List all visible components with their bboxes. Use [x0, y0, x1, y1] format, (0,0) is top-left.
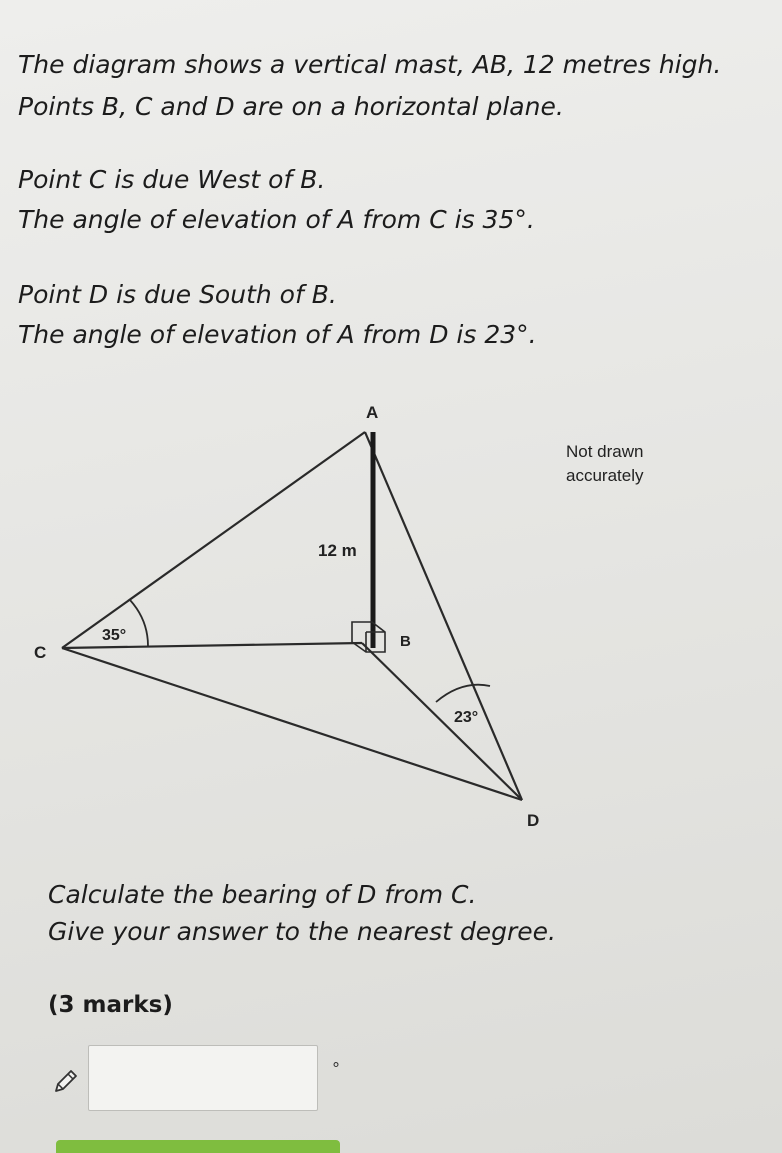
degree-unit: °	[332, 1059, 340, 1078]
angle-label-d: 23°	[454, 709, 479, 726]
label-a: A	[366, 403, 379, 422]
angle-label-c: 35°	[102, 627, 127, 644]
line-cd	[62, 648, 522, 800]
answer-input[interactable]	[88, 1045, 318, 1111]
line-bd	[362, 643, 522, 800]
task-line-2: Give your answer to the nearest degree.	[48, 917, 556, 946]
question-d-line-1: Point D is due South of B.	[18, 280, 337, 309]
label-c: C	[34, 643, 47, 662]
label-b: B	[400, 633, 411, 650]
diagram-note	[566, 440, 643, 488]
question-c-line-1: Point C is due West of B.	[18, 165, 326, 194]
pencil-icon	[52, 1067, 80, 1099]
angle-arc-d	[436, 685, 490, 702]
question-c-line-2: The angle of elevation of A from C is 35°.	[18, 205, 535, 234]
note-line-2: accurately	[566, 466, 644, 485]
note-line-1: Not drawn	[566, 442, 644, 461]
label-d: D	[527, 811, 540, 830]
question-d-line-2: The angle of elevation of A from D is 23°.	[18, 320, 537, 349]
submit-button[interactable]	[56, 1140, 340, 1153]
marks-label: (3 marks)	[48, 992, 173, 1018]
mast-diagram	[0, 380, 782, 840]
right-angle-marker	[352, 622, 385, 652]
line-ca	[62, 432, 365, 648]
angle-arc-c	[130, 600, 148, 646]
question-intro-line-1: The diagram shows a vertical mast, AB, 12 metres high.	[18, 50, 722, 79]
height-label: 12 m	[318, 541, 357, 560]
line-ad	[365, 432, 522, 800]
task-line-1: Calculate the bearing of D from C.	[48, 880, 477, 909]
question-intro-line-2: Points B, C and D are on a horizontal plane.	[18, 92, 564, 121]
